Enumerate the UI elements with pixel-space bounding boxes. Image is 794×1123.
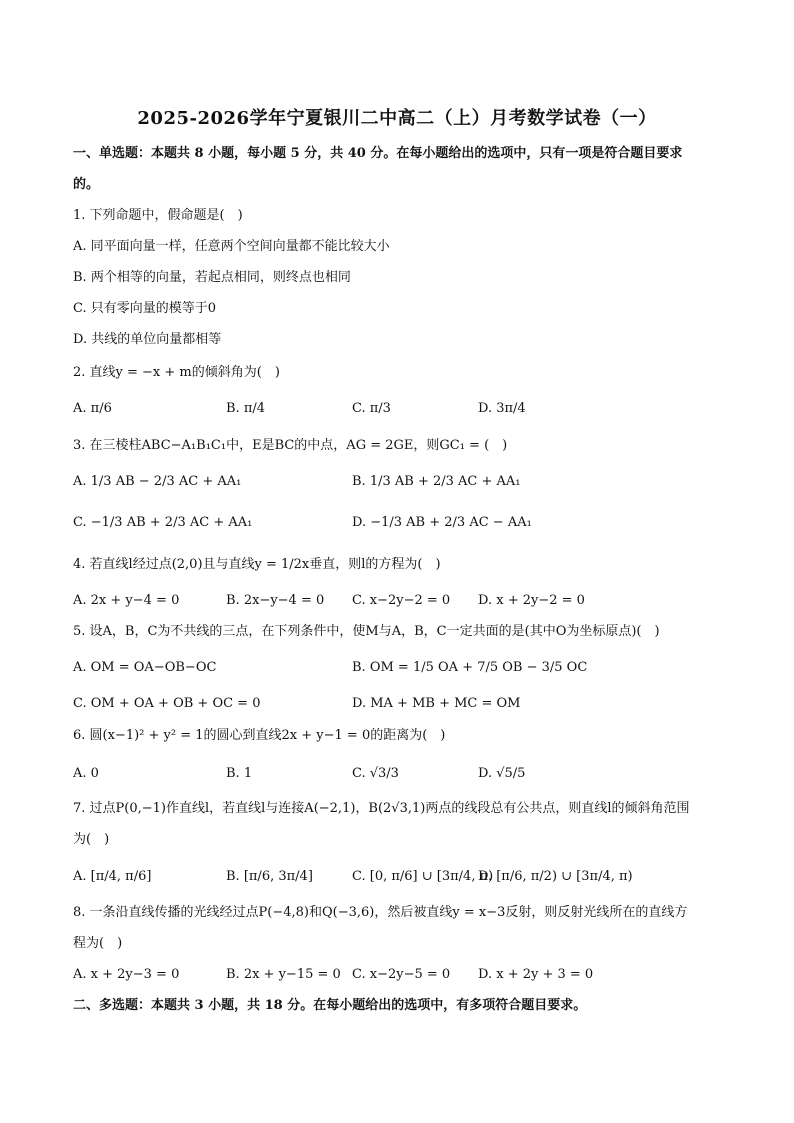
q5-option-c: C. OM + OA + OB + OC = 0 [73, 696, 261, 711]
q6-option-c: C. √3/3 [352, 766, 399, 781]
q7-stem-cont: 为( ) [73, 832, 110, 847]
q3-option-b: B. 1/3 AB + 2/3 AC + AA₁ [352, 474, 521, 489]
q1-option-c: C. 只有零向量的模等于0 [73, 301, 217, 316]
q6-option-b: B. 1 [226, 766, 253, 781]
q3-option-c: C. −1/3 AB + 2/3 AC + AA₁ [73, 515, 253, 530]
q7-option-a: A. [π/4, π/6] [73, 869, 152, 884]
q1-stem: 1. 下列命题中，假命题是( ) [73, 208, 243, 223]
q5-option-b: B. OM = 1/5 OA + 7/5 OB − 3/5 OC [352, 660, 588, 675]
q3-option-d: D. −1/3 AB + 2/3 AC − AA₁ [352, 515, 532, 530]
q7-option-d: D. [π/6, π/2) ∪ [3π/4, π) [478, 869, 633, 884]
q4-option-c: C. x−2y−2 = 0 [352, 593, 451, 608]
q2-stem: 2. 直线y = −x + m的倾斜角为( ) [73, 365, 280, 380]
q6-stem: 6. 圆(x−1)² + y² = 1的圆心到直线2x + y−1 = 0的距离为( ) [73, 728, 446, 743]
q5-option-d: D. MA + MB + MC = OM [352, 696, 521, 711]
q7-option-b: B. [π/6, 3π/4] [226, 869, 313, 884]
q6-option-d: D. √5/5 [478, 766, 526, 781]
q4-option-b: B. 2x−y−4 = 0 [226, 593, 325, 608]
section-1-heading: 一、单选题：本题共 8 小题，每小题 5 分，共 40 分。在每小题给出的选项中，只有一项是符合题目要求 [73, 146, 683, 161]
section-1-heading-cont: 的。 [73, 177, 100, 192]
q7-option-c: C. [0, π/6] ∪ [3π/4, π) [352, 869, 494, 884]
q4-stem: 4. 若直线l经过点(2,0)且与直线y = 1/2x垂直，则l的方程为( ) [73, 557, 441, 572]
q8-option-b: B. 2x + y−15 = 0 [226, 967, 341, 982]
q8-option-d: D. x + 2y + 3 = 0 [478, 967, 594, 982]
q8-stem: 8. 一条沿直线传播的光线经过点P(−4,8)和Q(−3,6)，然后被直线y = x−3反射，则反射光线所在的直线方 [73, 905, 688, 920]
q4-option-d: D. x + 2y−2 = 0 [478, 593, 585, 608]
q4-option-a: A. 2x + y−4 = 0 [73, 593, 180, 608]
q1-option-a: A. 同平面向量一样，任意两个空间向量都不能比较大小 [73, 239, 390, 254]
q5-option-a: A. OM = OA−OB−OC [73, 660, 217, 675]
q8-option-a: A. x + 2y−3 = 0 [73, 967, 180, 982]
q3-option-a: A. 1/3 AB − 2/3 AC + AA₁ [73, 474, 242, 489]
page-title: 2025-2026学年宁夏银川二中高二（上）月考数学试卷（一） [137, 108, 657, 129]
section-2-heading: 二、多选题：本题共 3 小题，共 18 分。在每小题给出的选项中，有多项符合题目要求。 [73, 998, 587, 1013]
q2-option-a: A. π/6 [73, 401, 112, 416]
q6-option-a: A. 0 [73, 766, 99, 781]
q1-option-d: D. 共线的单位向量都相等 [73, 332, 222, 347]
q2-option-c: C. π/3 [352, 401, 391, 416]
q8-option-c: C. x−2y−5 = 0 [352, 967, 451, 982]
q5-stem: 5. 设A，B，C为不共线的三点，在下列条件中，使M与A，B，C一定共面的是(其中O为坐标原点)( ) [73, 624, 660, 639]
q2-option-d: D. 3π/4 [478, 401, 526, 416]
q8-stem-cont: 程为( ) [73, 936, 123, 951]
q3-stem: 3. 在三棱柱ABC−A₁B₁C₁中，E是BC的中点，AG = 2GE，则GC₁ = ( ) [73, 438, 508, 453]
q2-option-b: B. π/4 [226, 401, 266, 416]
q7-stem: 7. 过点P(0,−1)作直线l，若直线l与连接A(−2,1)，B(2√3,1)两点的线段总有公共点，则直线l的倾斜角范围 [73, 801, 690, 816]
q1-option-b: B. 两个相等的向量，若起点相同，则终点也相同 [73, 270, 351, 285]
